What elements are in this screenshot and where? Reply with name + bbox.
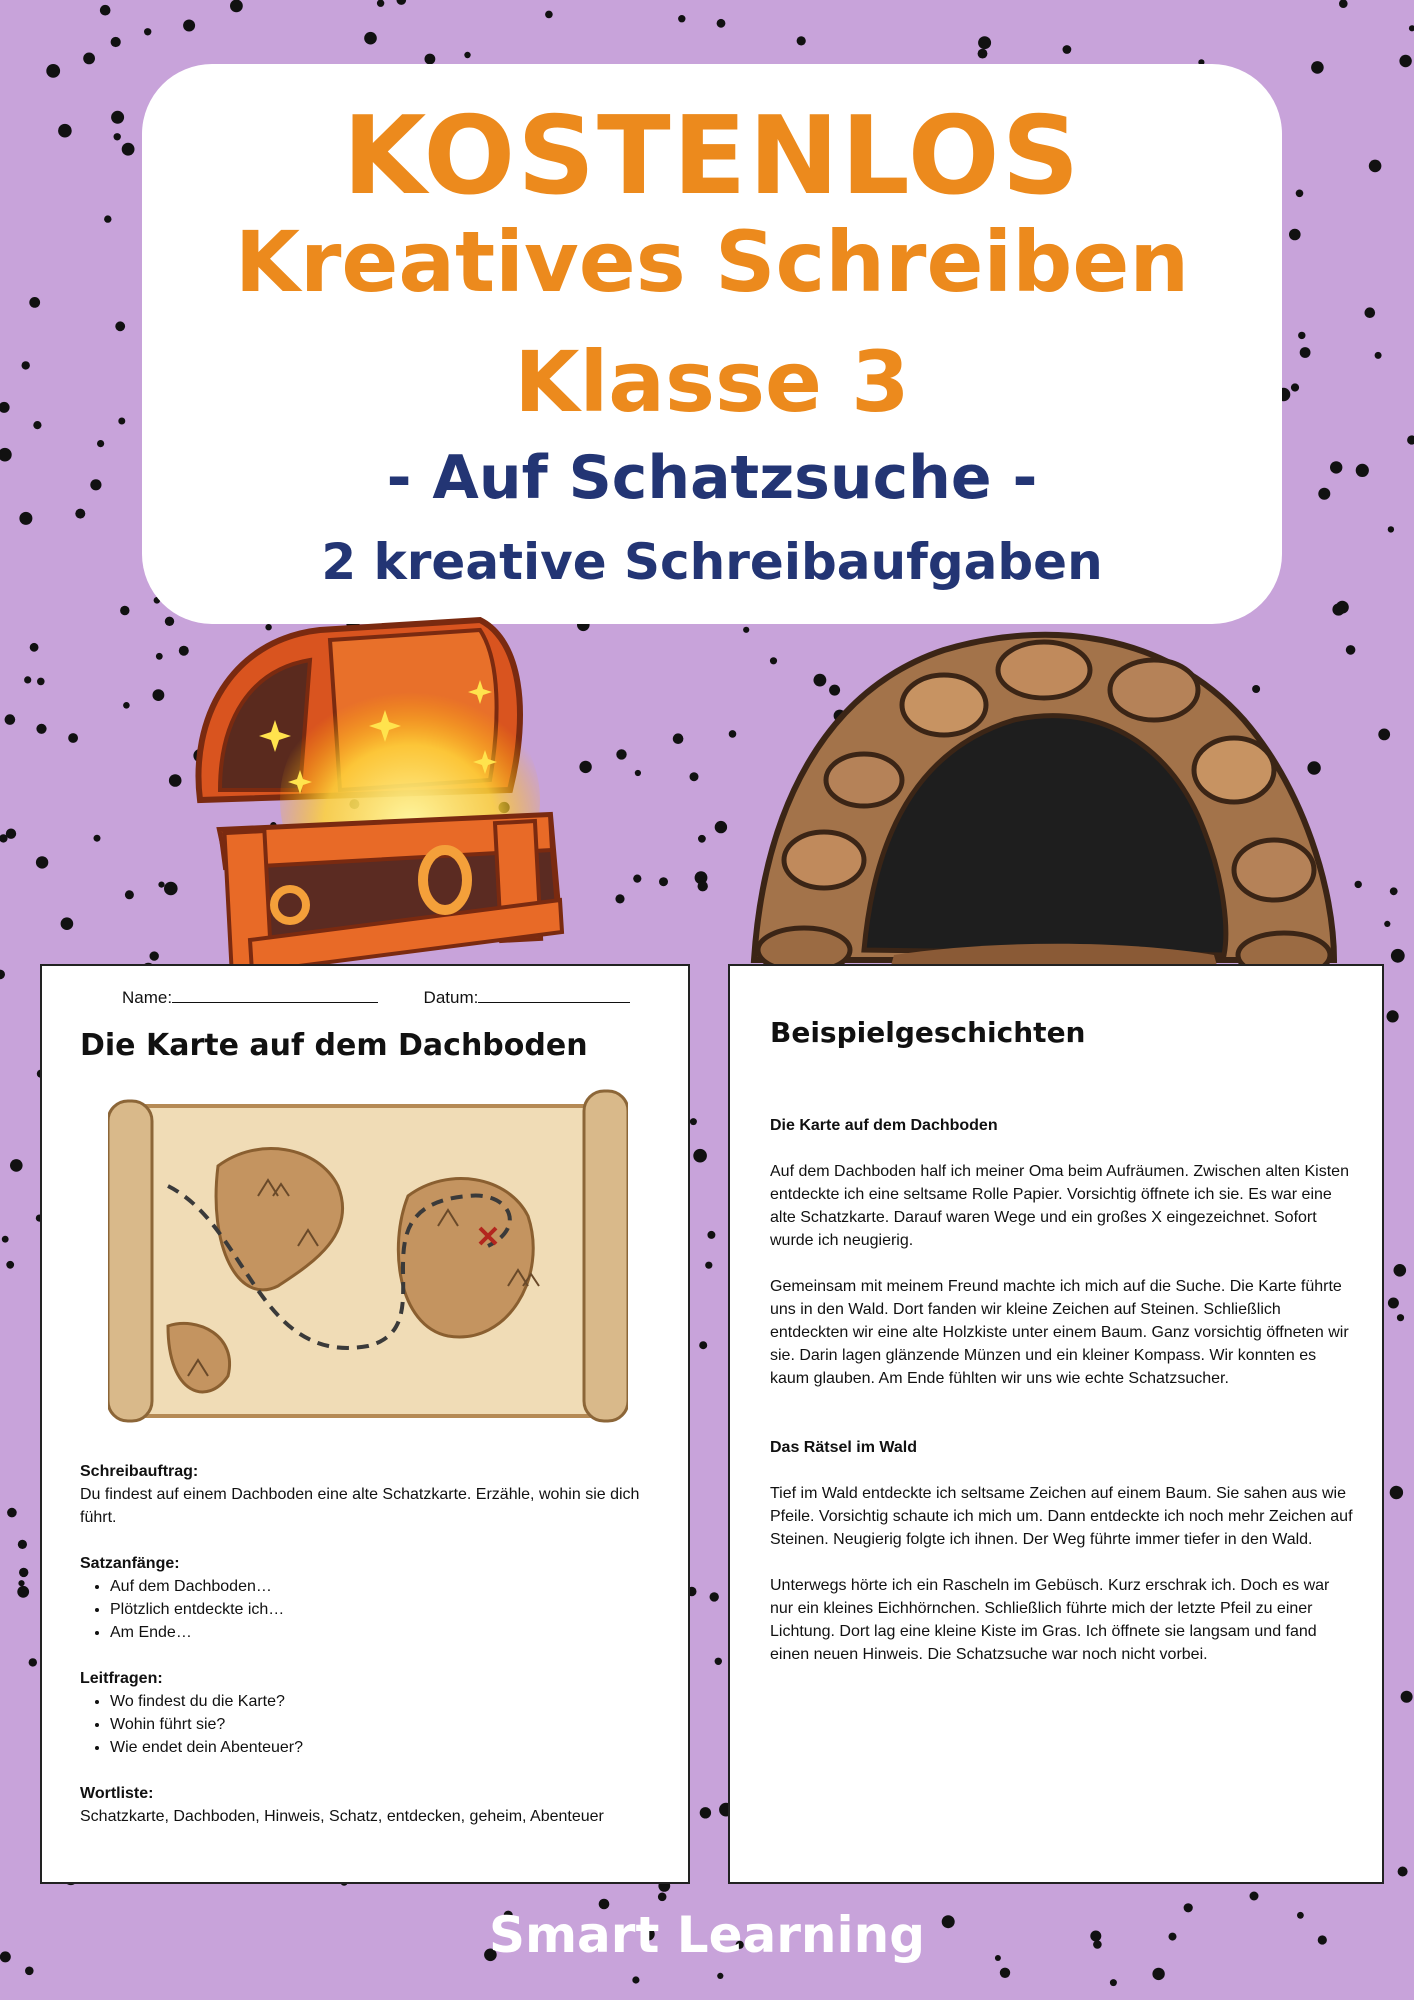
worksheet-body: [80, 1460, 664, 1828]
story2-title: Das Rätsel im Wald: [770, 1439, 918, 1456]
example-stories-card: [728, 964, 1384, 1884]
list-item: • Wohin führt sie?: [110, 1713, 664, 1736]
headline-free: KOSTENLOS: [342, 94, 1082, 219]
worksheet-card: [40, 964, 690, 1884]
questions-list: [80, 1690, 664, 1759]
list-item: • Plötzlich entdeckte ich…: [110, 1598, 664, 1621]
cave-icon: [744, 610, 1344, 1000]
list-item: • Am Ende…: [110, 1621, 664, 1644]
worksheet-title: Die Karte auf dem Dachboden: [80, 1028, 588, 1063]
story1-paragraph-1: Auf dem Dachboden half ich meiner Oma beim Aufräumen. Zwischen alten Kisten entdeckte ich eine seltsame Rolle Papier. Vorsichtig öffnete ich sie. Es war eine alte Schatzkarte. Darauf waren Wege und ein großes X eingezeichnet. Sofort wurde ich neugierig.: [770, 1163, 1349, 1249]
name-label: Name:: [122, 988, 173, 1007]
header-card: [142, 64, 1282, 624]
words-heading: Wortliste:: [80, 1785, 154, 1802]
starters-list: [80, 1575, 664, 1644]
date-label: Datum:: [423, 988, 479, 1007]
task-text: Du findest auf einem Dachboden eine alte Schatzkarte. Erzähle, wohin sie dich führt.: [80, 1486, 640, 1526]
name-date-row: [122, 986, 630, 1008]
word-list: Schatzkarte, Dachboden, Hinweis, Schatz, entdecken, geheim, Abenteuer: [80, 1808, 604, 1825]
list-item: • Wie endet dein Abenteuer?: [110, 1736, 664, 1759]
name-field[interactable]: [172, 986, 378, 1003]
headline-subtitle: - Auf Schatzsuche -: [386, 443, 1038, 513]
examples-title: Beispielgeschichten: [770, 1016, 1086, 1049]
questions-heading: Leitfragen:: [80, 1670, 163, 1687]
headline-task-count: 2 kreative Schreibaufgaben: [321, 533, 1103, 591]
story1-paragraph-2: Gemeinsam mit meinem Freund machte ich mich auf die Suche. Die Karte führte uns in den Wald. Dort fanden wir kleine Zeichen auf Steinen. Schließlich entdeckten wir eine alte Holzkiste unter einem Baum. Ganz vorsichtig öffneten wir sie. Darin lagen glänzende Münzen und ein kleiner Kompass. Wir konnten es kaum glauben. Am Ende fühlten wir uns wie echte Schatzsucher.: [770, 1278, 1349, 1387]
story1-title: Die Karte auf dem Dachboden: [770, 1117, 998, 1134]
headline-title: Kreatives Schreiben: [234, 213, 1190, 311]
task-heading: Schreibauftrag:: [80, 1463, 199, 1480]
brand-logo-text: Smart Learning: [488, 1906, 926, 1964]
list-item: • Wo findest du die Karte?: [110, 1690, 664, 1713]
story2-paragraph-1: Tief im Wald entdeckte ich seltsame Zeichen auf einem Baum. Sie sahen aus wie Pfeile. Vorsichtig schaute ich mich um. Dann entdeckte ich noch mehr Zeichen auf Steinen. Neugierig folgte ich ihnen. Der Weg führte immer tiefer in den Wald.: [770, 1485, 1353, 1548]
headline-grade: Klasse 3: [514, 333, 910, 431]
examples-body: [770, 1114, 1354, 1666]
date-field[interactable]: [478, 986, 630, 1003]
list-item: • Auf dem Dachboden…: [110, 1575, 664, 1598]
treasure-map-icon: [108, 1086, 628, 1436]
story2-paragraph-2: Unterwegs hörte ich ein Rascheln im Gebüsch. Kurz erschrak ich. Doch es war nur ein kleines Eichhörnchen. Schließlich führte mich der letzte Pfeil zu einer Lichtung. Dort lag eine kleine Kiste im Gras. Ich öffnete sie langsam und fand einen neuen Hinweis. Die Schatzsuche war noch nicht vorbei.: [770, 1577, 1330, 1663]
starters-heading: Satzanfänge:: [80, 1555, 180, 1572]
treasure-chest-icon: [180, 600, 570, 1000]
